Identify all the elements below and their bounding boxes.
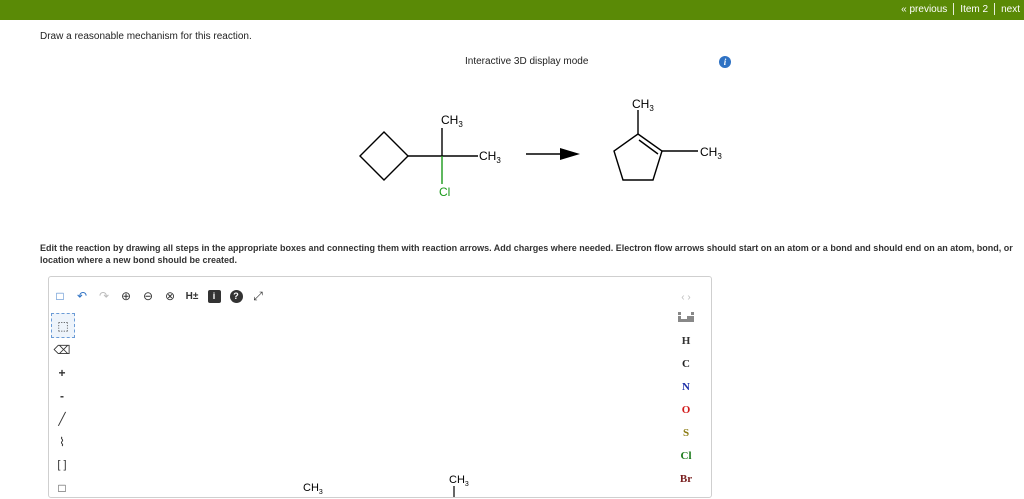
cyclopentene-ring — [614, 134, 662, 180]
item-number: Item 2 — [960, 3, 989, 15]
cyclobutane-ring — [360, 132, 408, 180]
help-icon: ? — [230, 290, 243, 303]
select-tool[interactable]: ⬚ — [51, 313, 75, 338]
zoom-in-button[interactable]: ⊕ — [120, 289, 132, 303]
erase-tool[interactable]: ⌫ — [53, 342, 71, 357]
undo-button[interactable]: ↶ — [76, 289, 88, 303]
drawing-editor — [48, 276, 712, 498]
drawing-canvas[interactable] — [75, 313, 675, 497]
help-button[interactable] — [225, 286, 247, 306]
editor-top-toolbar — [49, 285, 269, 307]
nav-divider — [953, 3, 954, 15]
redo-button[interactable]: ↷ — [98, 289, 110, 303]
next-link[interactable]: next — [1001, 3, 1020, 15]
element-c-button[interactable]: C — [682, 357, 690, 370]
display-mode-link[interactable]: Interactive 3D display mode — [465, 56, 589, 67]
nav-divider — [994, 3, 995, 15]
reactant-methyl-right: $CH_3$ — [479, 149, 501, 165]
canvas-methyl-right: $CH_3$ — [449, 474, 469, 488]
reaction-arrow-head — [560, 148, 580, 160]
periodic-table-icon[interactable] — [675, 305, 697, 329]
single-bond-tool[interactable]: ╱ — [58, 411, 66, 426]
periodic-table-icon-graphic — [678, 312, 694, 322]
question-text: Draw a reasonable mechanism for this reaction. — [40, 31, 252, 42]
shape-tool[interactable]: □ — [58, 480, 66, 495]
element-n-button[interactable]: N — [682, 380, 690, 393]
editor-left-toolbar — [51, 313, 73, 499]
info-button[interactable] — [203, 286, 225, 306]
element-cl-button[interactable]: Cl — [680, 449, 692, 462]
info-icon: i — [208, 290, 221, 303]
element-h-button[interactable]: H — [681, 334, 691, 347]
reactant-chlorine: Cl — [439, 185, 451, 199]
info-icon[interactable]: i — [719, 56, 731, 68]
element-list — [675, 329, 697, 490]
bracket-tool[interactable]: [ ] — [57, 458, 67, 471]
reaction-scheme — [340, 90, 740, 210]
top-bar — [0, 0, 1024, 20]
item-navigation — [901, 3, 1020, 15]
previous-link[interactable]: « previous — [901, 3, 948, 15]
positive-charge-tool[interactable]: + — [58, 365, 66, 380]
zoom-out-button[interactable]: ⊖ — [142, 289, 154, 303]
fullscreen-button[interactable]: ⤢ — [253, 288, 263, 303]
instructions-text: Edit the reaction by drawing all steps in the appropriate boxes and connecting them with reaction arrows. Add charges where needed. Electron flow arrows should start on an atom or a bond and should end on an atom, bond, or location where a new bond should be created. — [40, 243, 1013, 265]
zoom-reset-button[interactable]: ⊗ — [164, 289, 176, 303]
product-methyl-right: $CH_3$ — [700, 145, 722, 161]
hydrogen-toggle-button[interactable]: H± — [185, 290, 199, 302]
element-s-button[interactable]: S — [682, 426, 690, 439]
canvas-methyl-left: $CH_3$ — [303, 482, 323, 496]
element-o-button[interactable]: O — [681, 403, 691, 416]
chain-tool[interactable]: ⌇ — [59, 434, 65, 449]
new-document-button[interactable]: □ — [56, 289, 64, 303]
element-br-button[interactable]: Br — [679, 472, 693, 485]
reactant-methyl-top: $CH_3$ — [441, 113, 463, 129]
palette-expand-icon[interactable]: ‹ › — [681, 291, 691, 303]
negative-charge-tool[interactable]: - — [60, 388, 64, 403]
element-palette — [675, 289, 697, 490]
product-methyl-top: $CH_3$ — [632, 97, 654, 113]
